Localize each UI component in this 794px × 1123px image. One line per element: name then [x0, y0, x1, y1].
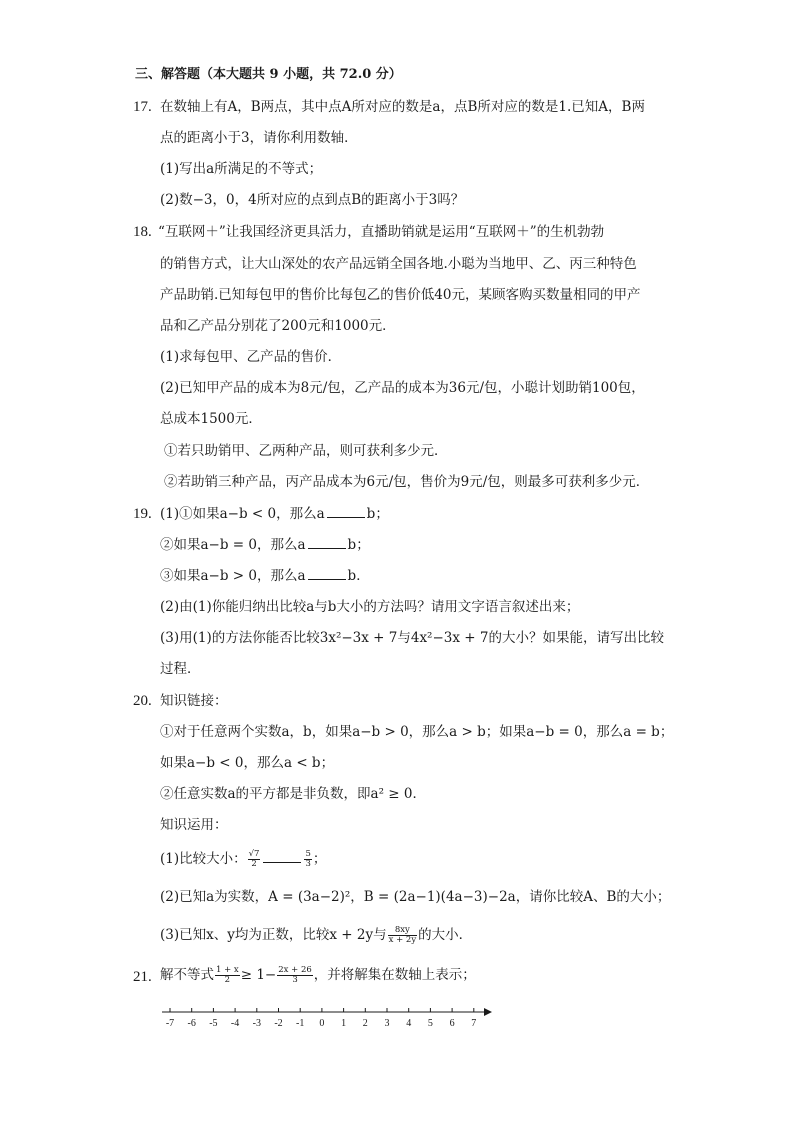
q18-line-7: 总成本1500元． [160, 411, 262, 427]
q20-line-4: ②任意实数a的平方都是非负数，即a² ≥ 0． [160, 786, 426, 802]
number-line-ticks [166, 1008, 476, 1029]
answer-blank [308, 536, 346, 549]
number-line-tick-label: 3 [384, 1018, 390, 1029]
q19-line-2 [160, 536, 370, 554]
frac-denominator: 3 [292, 975, 298, 985]
answer-blank [308, 567, 346, 580]
q18-line-8: ①若只助销甲、乙两种产品，则可获利多少元． [164, 443, 448, 459]
q19-line-3-tail: b． [347, 568, 370, 584]
q20-line-5: 知识运用： [160, 817, 228, 833]
frac-numerator: 1 + x [216, 965, 239, 975]
number-line-tick-label: 5 [427, 1018, 433, 1029]
q20-line-8 [160, 926, 472, 945]
q19-line-1-tail: b； [366, 506, 389, 522]
q20-line-8-tail: 的大小． [418, 927, 473, 943]
q19-line-6: 过程． [160, 661, 201, 677]
fraction-1-plus-x-over-2 [215, 966, 240, 985]
number-line-tick-label: 1 [341, 1018, 347, 1029]
fraction-5-over-3 [304, 850, 311, 869]
question-19-number: 19. [133, 506, 152, 522]
frac-numerator: √7 [248, 849, 260, 859]
question-18-number: 18. [133, 224, 152, 240]
number-line-tick-label: -1 [296, 1018, 305, 1029]
frac-denominator: x + 2y [388, 935, 417, 945]
number-line-arrow-icon [484, 1008, 492, 1016]
q19-line-1-text: (1)①如果a−b < 0，那么a [160, 506, 325, 522]
frac-numerator: 5 [305, 849, 311, 859]
q18-line-6: (2)已知甲产品的成本为8元/包，乙产品的成本为36元/包，小聪计划助销100包， [160, 380, 645, 396]
q19-line-3-text: ③如果a−b > 0，那么a [160, 568, 306, 584]
fraction-sqrt7-over-2 [248, 850, 261, 869]
number-line-tick-label: -3 [252, 1018, 261, 1029]
q21-text-b: ≥ 1− [240, 967, 277, 983]
answer-blank [327, 505, 365, 518]
q19-line-5: (3)用(1)的方法你能否比较3x²−3x + 7与4x²−3x + 7的大小？如果能，请写出比较 [160, 630, 664, 646]
q20-line-2: ①对于任意两个实数a，b，如果a−b > 0，那么a > b；如果a−b = 0，那么a = b； [160, 724, 674, 740]
q18-line-4: 品和乙产品分别花了200元和1000元． [160, 318, 396, 334]
q19-line-4: (2)由(1)你能归纳出比较a与b大小的方法吗？请用文字语言叙述出来； [160, 599, 580, 615]
number-line-tick-label: 6 [449, 1018, 455, 1029]
q19-line-2-text: ②如果a−b = 0，那么a [160, 537, 306, 553]
q18-line-2: 的销售方式，让大山深处的农产品远销全国各地.小聪为当地甲、乙、丙三种特色 [160, 256, 637, 272]
answer-blank [263, 850, 301, 863]
fraction-2x-plus-26-over-3 [277, 966, 313, 985]
fraction-8xy-over-x-plus-2y [388, 926, 418, 945]
q20-line-6 [160, 850, 326, 869]
q17-line-2: 点的距离小于3，请你利用数轴． [160, 130, 358, 146]
q20-line-7: (2)已知a为实数，A = (3a−2)²，B = (2a−1)(4a−3)−2a，请你比较A、B的大小； [160, 889, 671, 905]
number-line-tick-label: 4 [406, 1018, 412, 1029]
q20-line-8-text: (3)已知x、y均为正数，比较x + 2y与 [160, 927, 387, 943]
frac-denominator: 3 [305, 859, 311, 869]
q21-line-1 [160, 966, 476, 985]
number-line-tick-label: -5 [209, 1018, 218, 1029]
number-line-tick-label: 2 [362, 1018, 368, 1029]
number-line-tick-label: -2 [274, 1018, 283, 1029]
number-line-tick-label: -4 [230, 1018, 240, 1029]
frac-denominator: 2 [251, 859, 257, 869]
q17-line-4: (2)数−3，0，4所对应的点到点B的距离小于3吗？ [160, 192, 465, 208]
q20-line-6-text: (1)比较大小： [160, 851, 247, 867]
frac-numerator: 8xy [388, 926, 418, 936]
q19-line-2-tail: b； [347, 537, 370, 553]
frac-numerator: 2x + 26 [278, 965, 312, 975]
number-line-tick-label: 0 [319, 1018, 325, 1029]
q21-text-a: 解不等式 [160, 967, 214, 983]
q18-line-9: ②若助销三种产品，丙产品成本为6元/包，售价为9元/包，则最多可获利多少元． [164, 474, 650, 490]
q20-line-6-tail: ； [312, 851, 327, 867]
q19-line-3 [160, 567, 370, 585]
q17-line-1: 在数轴上有A，B两点，其中点A所对应的数是a，点B所对应的数是1.已知A，B两 [160, 99, 645, 115]
question-17-number: 17. [133, 99, 152, 115]
q17-line-3: (1)写出a所满足的不等式； [160, 161, 323, 177]
number-line-tick-label: -6 [187, 1018, 196, 1029]
q21-text-c: ，并将解集在数轴上表示； [313, 967, 476, 983]
section-header: 三、解答题（本大题共 9 小题，共 72.0 分） [135, 67, 402, 82]
q18-line-5: (1)求每包甲、乙产品的售价． [160, 349, 342, 365]
q20-line-3: 如果a−b < 0，那么a < b； [160, 755, 335, 771]
q18-line-1: “互联网＋”让我国经济更具活力，直播助销就是运用“互联网＋”的生机勃勃 [158, 224, 605, 240]
number-line-tick-label: 7 [471, 1018, 477, 1029]
frac-denominator: 2 [224, 975, 231, 985]
q19-line-1 [160, 505, 389, 523]
question-21-number: 21. [133, 969, 152, 985]
number-line-tick-label: -7 [165, 1018, 175, 1029]
q20-line-1: 知识链接： [160, 693, 228, 709]
question-20-number: 20. [133, 693, 152, 709]
number-line [158, 1004, 498, 1034]
q18-line-3: 产品助销.已知每包甲的售价比每包乙的售价低40元，某顾客购买数量相同的甲产 [160, 287, 641, 303]
